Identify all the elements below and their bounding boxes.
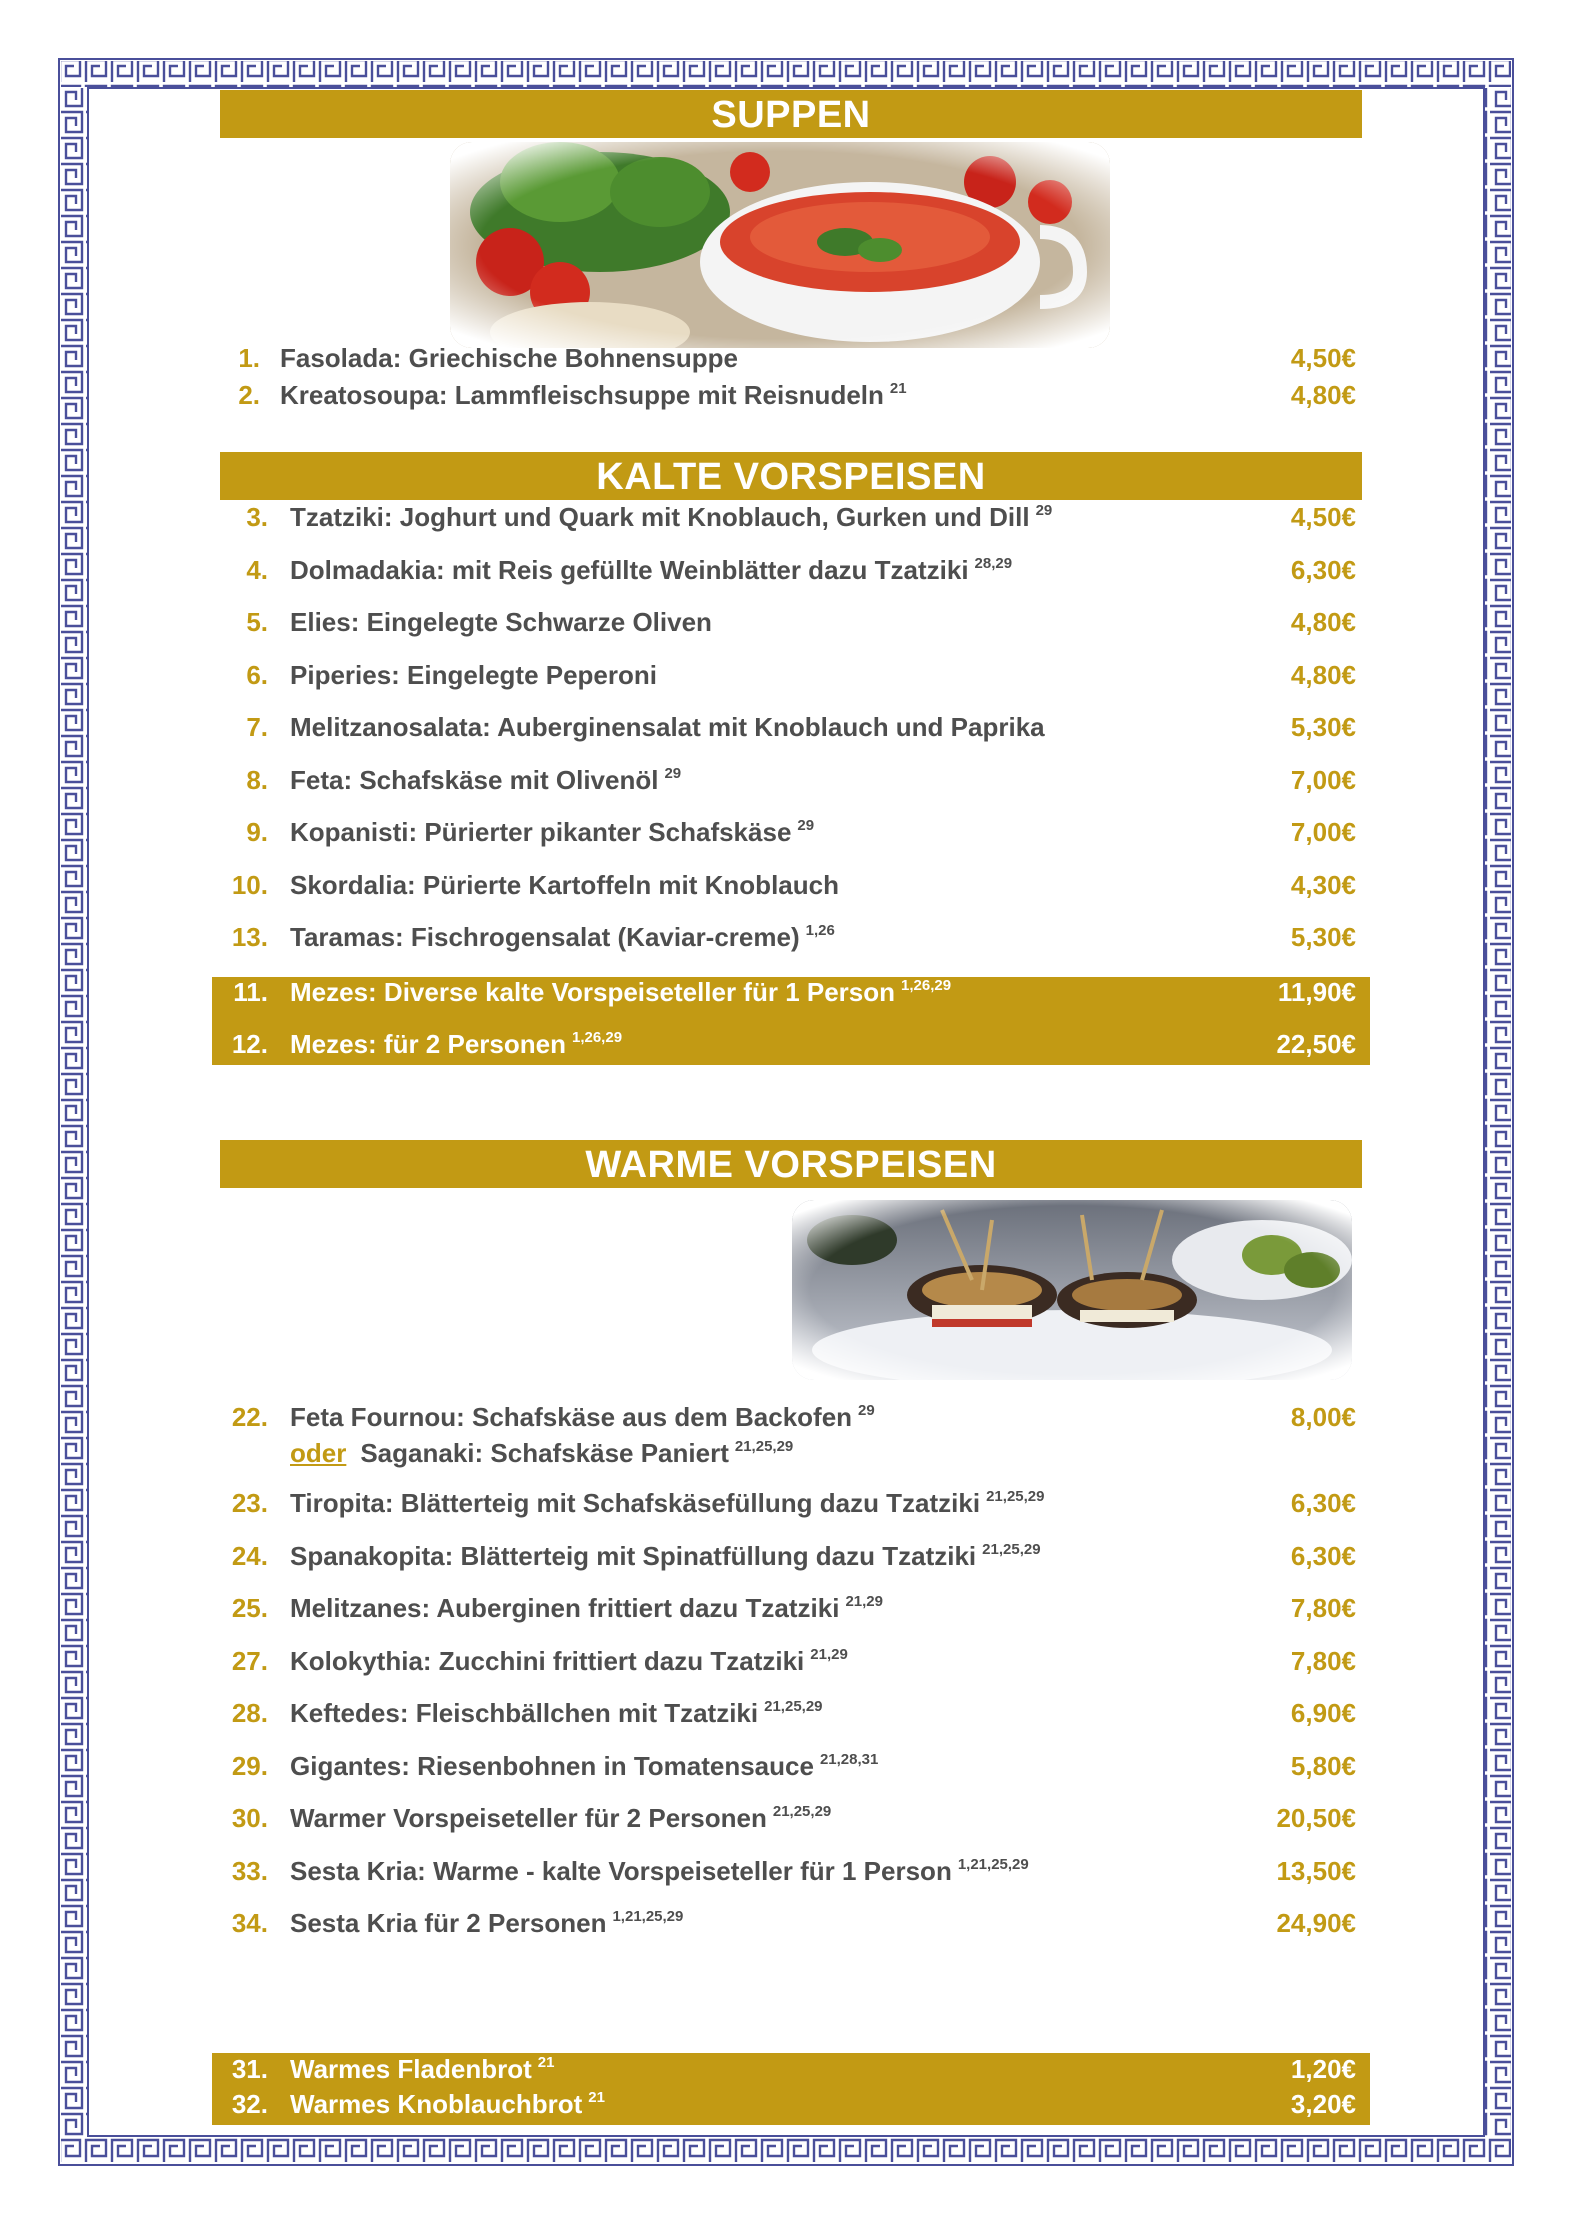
menu-item bbox=[220, 865, 1356, 905]
item-text: Kolokythia: Zucchini frittiert dazu Tzatziki $^{21,29}$ bbox=[290, 1645, 848, 1676]
menu-item-saganaki bbox=[220, 1433, 1356, 1473]
tomato-soup-photo bbox=[450, 142, 1110, 348]
item-number: 8. bbox=[246, 764, 268, 795]
item-number: 4. bbox=[246, 554, 268, 585]
item-price: 5,30€ bbox=[1290, 712, 1356, 742]
allergen-codes: 1,26,29 bbox=[571, 1029, 623, 1046]
menu-item bbox=[220, 1641, 1356, 1681]
section-header-kalte-vorspeisen: KALTE VORSPEISEN bbox=[220, 452, 1362, 500]
item-text: Gigantes: Riesenbohnen in Tomatensauce $^{21,28,31}$ bbox=[290, 1750, 879, 1781]
menu-item bbox=[220, 1798, 1356, 1838]
menu-item bbox=[220, 375, 1356, 415]
menu-item bbox=[220, 707, 1356, 747]
allergen-codes: 1,26,29 bbox=[901, 977, 952, 994]
menu-item bbox=[220, 917, 1356, 957]
item-price: 4,30€ bbox=[1290, 869, 1356, 900]
item-number: 34. bbox=[231, 1908, 268, 1938]
item-price: 24,90€ bbox=[1276, 1908, 1356, 1938]
menu-item bbox=[220, 1851, 1356, 1891]
item-price: 11,90€ bbox=[1277, 977, 1356, 1007]
item-text: Keftedes: Fleischbällchen mit Tzatziki $^{21,25,29}$ bbox=[290, 1698, 823, 1728]
item-text: Elies: Eingelegte Schwarze Oliven bbox=[290, 607, 712, 637]
item-price: 4,50€ bbox=[1290, 343, 1356, 373]
allergen-codes: 21 bbox=[537, 2054, 555, 2071]
item-price: 6,90€ bbox=[1290, 1698, 1356, 1728]
item-price: 5,80€ bbox=[1290, 1750, 1356, 1781]
menu-item bbox=[220, 2084, 1356, 2124]
item-number: 5. bbox=[246, 607, 268, 637]
item-number: 27. bbox=[231, 1645, 268, 1676]
item-price: 7,80€ bbox=[1290, 1593, 1356, 1623]
menu-item bbox=[220, 1483, 1356, 1523]
item-text: Dolmadakia: mit Reis gefüllte Weinblätter dazu Tzatziki $^{28,29}$ bbox=[290, 554, 1013, 585]
menu-item bbox=[220, 760, 1356, 800]
item-price: 6,30€ bbox=[1290, 1488, 1356, 1518]
allergen-codes: 29 bbox=[664, 764, 682, 782]
item-price: 5,30€ bbox=[1290, 922, 1356, 952]
item-number: 28. bbox=[231, 1698, 268, 1728]
item-number: 6. bbox=[246, 659, 268, 690]
item-text: Kopanisti: Pürierter pikanter Schafskäse $^{29}$ bbox=[290, 817, 815, 847]
allergen-codes: 21,25,29 bbox=[982, 1540, 1041, 1558]
menu-item bbox=[220, 972, 1356, 1012]
item-text: Tiropita: Blätterteig mit Schafskäsefüllung dazu Tzatziki $^{21,25,29}$ bbox=[290, 1488, 1045, 1518]
item-number: 11. bbox=[233, 977, 268, 1007]
item-number: 23. bbox=[231, 1488, 268, 1518]
item-number: 1. bbox=[238, 343, 260, 373]
item-text: Mezes: Diverse kalte Vorspeiseteller für 1 Person $^{1,26,29}$ bbox=[290, 977, 952, 1007]
menu-item bbox=[220, 1024, 1356, 1064]
item-text: Melitzanes: Auberginen frittiert dazu Tzatziki $^{21,29}$ bbox=[290, 1593, 883, 1623]
menu-item bbox=[220, 602, 1356, 642]
section-header-suppen: SUPPEN bbox=[220, 90, 1362, 138]
item-number: 33. bbox=[231, 1855, 268, 1886]
menu-item bbox=[220, 1588, 1356, 1628]
item-price: 7,00€ bbox=[1290, 764, 1356, 795]
item-price: 4,80€ bbox=[1290, 380, 1356, 410]
menu-item bbox=[220, 338, 1356, 378]
menu-item bbox=[220, 1746, 1356, 1786]
item-price: 20,50€ bbox=[1276, 1803, 1356, 1833]
allergen-codes: 29 bbox=[797, 817, 815, 834]
item-number: 31. bbox=[231, 2054, 268, 2084]
allergen-codes: 1,21,25,29 bbox=[957, 1855, 1029, 1873]
item-price: 8,00€ bbox=[1290, 1402, 1356, 1432]
item-price: 7,00€ bbox=[1290, 817, 1356, 847]
eggplant-appetizer-photo bbox=[792, 1200, 1352, 1380]
item-text: Kreatosoupa: Lammfleischsuppe mit Reisnudeln $^{21}$ bbox=[280, 380, 907, 410]
item-text: Spanakopita: Blätterteig mit Spinatfüllung dazu Tzatziki $^{21,25,29}$ bbox=[290, 1540, 1041, 1571]
menu-item bbox=[220, 1903, 1356, 1943]
item-price: 4,80€ bbox=[1290, 659, 1356, 690]
allergen-codes: 21,28,31 bbox=[819, 1750, 879, 1768]
menu-item bbox=[220, 1693, 1356, 1733]
item-text: Skordalia: Pürierte Kartoffeln mit Knoblauch bbox=[290, 869, 839, 900]
item-price: 4,50€ bbox=[1290, 502, 1356, 532]
allergen-codes: 21 bbox=[588, 2089, 605, 2106]
item-number: 32. bbox=[231, 2089, 268, 2119]
menu-item-feta-fournou bbox=[220, 1397, 1356, 1437]
allergen-codes: 21,25,29 bbox=[772, 1803, 832, 1820]
item-text: Warmer Vorspeiseteller für 2 Personen $^{21,25,29}$ bbox=[290, 1803, 832, 1833]
item-price: 13,50€ bbox=[1276, 1855, 1356, 1886]
item-text: Feta: Schafskäse mit Olivenöl $^{29}$ bbox=[290, 764, 682, 795]
item-number: 3. bbox=[246, 502, 268, 532]
item-number: 9. bbox=[246, 817, 268, 847]
item-number: 25. bbox=[231, 1593, 268, 1623]
item-text: Sesta Kria: Warme - kalte Vorspeiseteller für 1 Person $^{1,21,25,29}$ bbox=[290, 1855, 1029, 1886]
allergen-codes: 1,26 bbox=[805, 922, 835, 939]
item-price: 6,30€ bbox=[1290, 554, 1356, 585]
allergen-codes: 29 bbox=[858, 1402, 875, 1419]
allergen-codes: 21 bbox=[889, 380, 907, 397]
item-number: 12. bbox=[231, 1029, 268, 1059]
menu-item bbox=[220, 812, 1356, 852]
menu-item bbox=[220, 497, 1356, 537]
item-text: Sesta Kria für 2 Personen $^{1,21,25,29}$ bbox=[290, 1908, 684, 1938]
item-price: 3,20€ bbox=[1290, 2089, 1356, 2119]
item-alt-text: oder Saganaki: Schafskäse Paniert $^{21,25,29}$ bbox=[290, 1438, 794, 1468]
item-number: 2. bbox=[238, 380, 260, 410]
item-text: Taramas: Fischrogensalat (Kaviar-creme) $^{1,26}$ bbox=[290, 922, 835, 952]
menu-item bbox=[220, 2049, 1356, 2089]
menu-item bbox=[220, 550, 1356, 590]
item-number: 30. bbox=[231, 1803, 268, 1833]
oder-link: oder bbox=[290, 1438, 347, 1468]
item-price: 22,50€ bbox=[1276, 1029, 1356, 1059]
allergen-codes: 21,25,29 bbox=[734, 1438, 794, 1455]
item-text: Fasolada: Griechische Bohnensuppe bbox=[280, 343, 738, 373]
item-text: Mezes: für 2 Personen $^{1,26,29}$ bbox=[290, 1029, 623, 1059]
item-number: 13. bbox=[231, 922, 268, 952]
item-text: Piperies: Eingelegte Peperoni bbox=[290, 659, 657, 690]
allergen-codes: 1,21,25,29 bbox=[612, 1908, 684, 1925]
allergen-codes: 28,29 bbox=[974, 554, 1013, 572]
item-text: Tzatziki: Joghurt und Quark mit Knoblauch, Gurken und Dill $^{29}$ bbox=[290, 502, 1053, 532]
item-text: Melitzanosalata: Auberginensalat mit Knoblauch und Paprika bbox=[290, 712, 1045, 742]
allergen-codes: 21,29 bbox=[845, 1593, 883, 1610]
menu-item bbox=[220, 1536, 1356, 1576]
item-number: 29. bbox=[231, 1750, 268, 1781]
item-price: 4,80€ bbox=[1290, 607, 1356, 637]
allergen-codes: 21,25,29 bbox=[986, 1488, 1045, 1505]
item-text: Feta Fournou: Schafskäse aus dem Backofen $^{29}$ bbox=[290, 1402, 875, 1432]
item-price: 6,30€ bbox=[1290, 1540, 1356, 1571]
item-number: 7. bbox=[246, 712, 268, 742]
allergen-codes: 21,25,29 bbox=[764, 1698, 823, 1715]
section-header-warme-vorspeisen: WARME VORSPEISEN bbox=[220, 1140, 1362, 1188]
allergen-codes: 21,29 bbox=[810, 1645, 848, 1663]
item-number: 22. bbox=[231, 1402, 268, 1432]
menu-item bbox=[220, 655, 1356, 695]
item-price: 7,80€ bbox=[1290, 1645, 1356, 1676]
item-number: 24. bbox=[231, 1540, 268, 1571]
allergen-codes: 29 bbox=[1035, 502, 1053, 519]
item-number: 10. bbox=[231, 869, 268, 900]
item-text: Warmes Knoblauchbrot $^{21}$ bbox=[290, 2089, 605, 2119]
item-text: Warmes Fladenbrot $^{21}$ bbox=[290, 2054, 555, 2084]
item-price: 1,20€ bbox=[1290, 2054, 1356, 2084]
